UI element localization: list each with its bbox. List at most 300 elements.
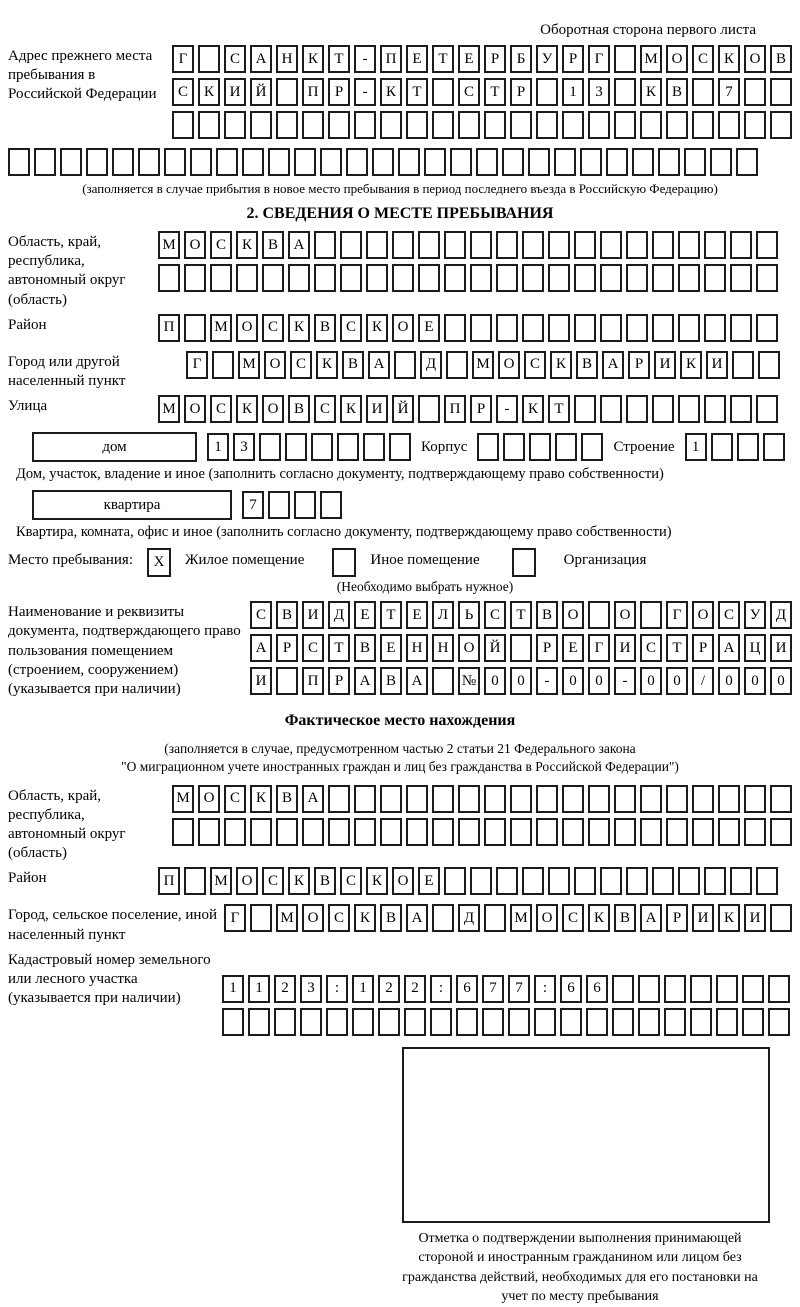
char-box[interactable]: Е <box>406 45 428 73</box>
char-box[interactable] <box>652 231 674 259</box>
char-box[interactable] <box>756 231 778 259</box>
char-box[interactable]: Т <box>328 45 350 73</box>
char-box[interactable] <box>652 264 674 292</box>
char-box[interactable]: М <box>172 785 194 813</box>
char-box[interactable]: Й <box>392 395 414 423</box>
char-box[interactable] <box>288 264 310 292</box>
char-box[interactable] <box>198 818 220 846</box>
char-box[interactable]: К <box>588 904 610 932</box>
char-box[interactable]: С <box>262 314 284 342</box>
char-box[interactable] <box>470 231 492 259</box>
char-box[interactable]: Д <box>770 601 792 629</box>
char-box[interactable]: 2 <box>378 975 400 1003</box>
char-box[interactable]: П <box>158 314 180 342</box>
char-box[interactable] <box>222 1008 244 1036</box>
char-box[interactable] <box>294 491 316 519</box>
char-box[interactable]: О <box>744 45 766 73</box>
char-box[interactable]: Б <box>510 45 532 73</box>
char-box[interactable] <box>352 1008 374 1036</box>
char-box[interactable] <box>363 433 385 461</box>
char-box[interactable]: 1 <box>352 975 374 1003</box>
char-box[interactable] <box>446 351 468 379</box>
char-box[interactable] <box>770 78 792 106</box>
char-box[interactable] <box>184 264 206 292</box>
char-box[interactable] <box>534 1008 556 1036</box>
char-box[interactable]: 1 <box>222 975 244 1003</box>
char-box[interactable] <box>184 867 206 895</box>
char-box[interactable]: В <box>614 904 636 932</box>
char-box[interactable] <box>314 231 336 259</box>
char-box[interactable]: М <box>472 351 494 379</box>
char-box[interactable] <box>612 975 634 1003</box>
char-box[interactable]: Е <box>458 45 480 73</box>
char-box[interactable]: Р <box>510 78 532 106</box>
char-box[interactable] <box>34 148 56 176</box>
char-box[interactable]: В <box>536 601 558 629</box>
char-box[interactable] <box>666 111 688 139</box>
char-box[interactable] <box>268 491 290 519</box>
char-box[interactable]: В <box>314 867 336 895</box>
char-box[interactable] <box>640 111 662 139</box>
char-box[interactable]: С <box>458 78 480 106</box>
char-box[interactable] <box>378 1008 400 1036</box>
char-box[interactable] <box>274 1008 296 1036</box>
char-box[interactable]: П <box>380 45 402 73</box>
char-box[interactable] <box>730 314 752 342</box>
char-box[interactable] <box>742 1008 764 1036</box>
char-box[interactable]: - <box>354 78 376 106</box>
char-box[interactable] <box>756 264 778 292</box>
char-box[interactable]: И <box>744 904 766 932</box>
char-box[interactable] <box>285 433 307 461</box>
char-box[interactable] <box>588 601 610 629</box>
char-box[interactable]: К <box>366 314 388 342</box>
char-box[interactable] <box>626 395 648 423</box>
char-box[interactable] <box>560 1008 582 1036</box>
char-box[interactable]: М <box>210 867 232 895</box>
char-box[interactable]: Р <box>276 634 298 662</box>
inoe-checkbox[interactable] <box>332 548 356 577</box>
char-box[interactable]: Г <box>186 351 208 379</box>
char-box[interactable] <box>190 148 212 176</box>
char-box[interactable] <box>606 148 628 176</box>
char-box[interactable] <box>158 264 180 292</box>
char-box[interactable]: В <box>576 351 598 379</box>
char-box[interactable] <box>432 818 454 846</box>
char-box[interactable]: А <box>250 634 272 662</box>
char-box[interactable]: А <box>640 904 662 932</box>
char-box[interactable] <box>690 975 712 1003</box>
char-box[interactable]: С <box>262 867 284 895</box>
char-box[interactable]: Е <box>354 601 376 629</box>
char-box[interactable]: О <box>392 867 414 895</box>
char-box[interactable] <box>640 785 662 813</box>
char-box[interactable] <box>704 395 726 423</box>
char-box[interactable] <box>658 148 680 176</box>
char-box[interactable]: Д <box>328 601 350 629</box>
char-box[interactable]: С <box>524 351 546 379</box>
char-box[interactable]: С <box>340 867 362 895</box>
char-box[interactable]: М <box>510 904 532 932</box>
char-box[interactable]: 3 <box>300 975 322 1003</box>
char-box[interactable] <box>60 148 82 176</box>
char-box[interactable]: 7 <box>508 975 530 1003</box>
char-box[interactable] <box>198 111 220 139</box>
char-box[interactable]: П <box>158 867 180 895</box>
char-box[interactable]: 0 <box>640 667 662 695</box>
char-box[interactable]: Т <box>484 78 506 106</box>
char-box[interactable] <box>710 148 732 176</box>
char-box[interactable] <box>458 785 480 813</box>
char-box[interactable] <box>640 818 662 846</box>
char-box[interactable]: Р <box>692 634 714 662</box>
char-box[interactable]: Г <box>172 45 194 73</box>
char-box[interactable]: Е <box>418 867 440 895</box>
char-box[interactable] <box>198 45 220 73</box>
char-box[interactable] <box>444 264 466 292</box>
char-box[interactable] <box>458 818 480 846</box>
char-box[interactable] <box>588 111 610 139</box>
char-box[interactable]: 1 <box>562 78 584 106</box>
char-box[interactable] <box>580 148 602 176</box>
char-box[interactable] <box>711 433 733 461</box>
char-box[interactable] <box>600 867 622 895</box>
char-box[interactable]: Й <box>250 78 272 106</box>
char-box[interactable]: С <box>224 785 246 813</box>
char-box[interactable]: 0 <box>510 667 532 695</box>
char-box[interactable]: С <box>340 314 362 342</box>
char-box[interactable] <box>730 264 752 292</box>
char-box[interactable] <box>477 433 499 461</box>
char-box[interactable] <box>692 818 714 846</box>
char-box[interactable] <box>626 314 648 342</box>
char-box[interactable] <box>763 433 785 461</box>
char-box[interactable]: И <box>692 904 714 932</box>
char-box[interactable]: О <box>536 904 558 932</box>
char-box[interactable]: К <box>236 231 258 259</box>
char-box[interactable]: Л <box>432 601 454 629</box>
char-box[interactable]: : <box>326 975 348 1003</box>
char-box[interactable]: В <box>666 78 688 106</box>
char-box[interactable]: И <box>654 351 676 379</box>
char-box[interactable]: В <box>342 351 364 379</box>
char-box[interactable] <box>536 785 558 813</box>
char-box[interactable]: И <box>770 634 792 662</box>
char-box[interactable] <box>314 264 336 292</box>
char-box[interactable] <box>554 148 576 176</box>
char-box[interactable] <box>470 264 492 292</box>
char-box[interactable] <box>418 231 440 259</box>
char-box[interactable]: 1 <box>207 433 229 461</box>
organizatsiya-checkbox[interactable] <box>512 548 536 577</box>
char-box[interactable]: В <box>380 904 402 932</box>
char-box[interactable]: С <box>302 634 324 662</box>
char-box[interactable]: Т <box>328 634 350 662</box>
char-box[interactable] <box>756 867 778 895</box>
char-box[interactable]: О <box>302 904 324 932</box>
char-box[interactable] <box>354 111 376 139</box>
char-box[interactable] <box>510 111 532 139</box>
char-box[interactable]: У <box>744 601 766 629</box>
char-box[interactable] <box>555 433 577 461</box>
char-box[interactable] <box>172 818 194 846</box>
char-box[interactable] <box>484 785 506 813</box>
char-box[interactable]: П <box>444 395 466 423</box>
char-box[interactable]: С <box>250 601 272 629</box>
char-box[interactable]: К <box>680 351 702 379</box>
char-box[interactable]: В <box>276 601 298 629</box>
char-box[interactable] <box>496 314 518 342</box>
char-box[interactable]: К <box>302 45 324 73</box>
char-box[interactable] <box>666 785 688 813</box>
char-box[interactable] <box>678 395 700 423</box>
char-box[interactable]: О <box>262 395 284 423</box>
char-box[interactable]: Т <box>510 601 532 629</box>
char-box[interactable] <box>496 231 518 259</box>
char-box[interactable] <box>574 867 596 895</box>
char-box[interactable] <box>510 785 532 813</box>
char-box[interactable] <box>730 867 752 895</box>
char-box[interactable] <box>678 264 700 292</box>
char-box[interactable]: О <box>666 45 688 73</box>
char-box[interactable]: 0 <box>770 667 792 695</box>
char-box[interactable]: В <box>314 314 336 342</box>
char-box[interactable]: : <box>430 975 452 1003</box>
char-box[interactable] <box>354 785 376 813</box>
char-box[interactable]: О <box>614 601 636 629</box>
char-box[interactable]: - <box>496 395 518 423</box>
char-box[interactable] <box>536 78 558 106</box>
char-box[interactable]: 6 <box>456 975 478 1003</box>
char-box[interactable]: 0 <box>718 667 740 695</box>
char-box[interactable] <box>614 818 636 846</box>
char-box[interactable] <box>432 904 454 932</box>
char-box[interactable]: 0 <box>666 667 688 695</box>
char-box[interactable]: М <box>210 314 232 342</box>
char-box[interactable] <box>632 148 654 176</box>
char-box[interactable]: Е <box>418 314 440 342</box>
char-box[interactable]: 0 <box>484 667 506 695</box>
char-box[interactable] <box>626 231 648 259</box>
char-box[interactable] <box>450 148 472 176</box>
char-box[interactable] <box>484 904 506 932</box>
char-box[interactable]: О <box>184 231 206 259</box>
char-box[interactable] <box>581 433 603 461</box>
char-box[interactable] <box>600 231 622 259</box>
char-box[interactable] <box>259 433 281 461</box>
char-box[interactable] <box>394 351 416 379</box>
char-box[interactable]: С <box>692 45 714 73</box>
char-box[interactable] <box>678 231 700 259</box>
char-box[interactable] <box>692 785 714 813</box>
char-box[interactable] <box>652 395 674 423</box>
char-box[interactable] <box>482 1008 504 1036</box>
char-box[interactable] <box>718 111 740 139</box>
char-box[interactable]: М <box>276 904 298 932</box>
char-box[interactable] <box>328 111 350 139</box>
char-box[interactable]: А <box>354 667 376 695</box>
char-box[interactable]: Т <box>432 45 454 73</box>
char-box[interactable] <box>444 867 466 895</box>
char-box[interactable] <box>444 231 466 259</box>
char-box[interactable] <box>484 111 506 139</box>
char-box[interactable]: К <box>198 78 220 106</box>
char-box[interactable]: О <box>392 314 414 342</box>
char-box[interactable] <box>768 1008 790 1036</box>
char-box[interactable]: Т <box>406 78 428 106</box>
char-box[interactable] <box>112 148 134 176</box>
char-box[interactable] <box>704 867 726 895</box>
char-box[interactable] <box>406 111 428 139</box>
char-box[interactable]: А <box>718 634 740 662</box>
char-box[interactable]: Г <box>588 634 610 662</box>
char-box[interactable] <box>742 975 764 1003</box>
char-box[interactable] <box>522 867 544 895</box>
char-box[interactable] <box>574 395 596 423</box>
char-box[interactable]: А <box>302 785 324 813</box>
char-box[interactable]: И <box>706 351 728 379</box>
char-box[interactable]: О <box>458 634 480 662</box>
char-box[interactable]: Е <box>562 634 584 662</box>
char-box[interactable] <box>418 395 440 423</box>
char-box[interactable]: Н <box>406 634 428 662</box>
char-box[interactable] <box>276 111 298 139</box>
char-box[interactable]: Г <box>666 601 688 629</box>
char-box[interactable]: К <box>550 351 572 379</box>
char-box[interactable]: А <box>602 351 624 379</box>
char-box[interactable] <box>366 264 388 292</box>
char-box[interactable] <box>346 148 368 176</box>
char-box[interactable]: О <box>692 601 714 629</box>
char-box[interactable] <box>508 1008 530 1036</box>
char-box[interactable] <box>732 351 754 379</box>
char-box[interactable]: С <box>210 231 232 259</box>
char-box[interactable] <box>354 818 376 846</box>
char-box[interactable] <box>638 1008 660 1036</box>
char-box[interactable] <box>320 148 342 176</box>
char-box[interactable] <box>496 867 518 895</box>
char-box[interactable]: А <box>368 351 390 379</box>
char-box[interactable] <box>588 818 610 846</box>
char-box[interactable] <box>704 264 726 292</box>
char-box[interactable] <box>614 78 636 106</box>
char-box[interactable]: П <box>302 78 324 106</box>
char-box[interactable]: 6 <box>560 975 582 1003</box>
char-box[interactable] <box>529 433 551 461</box>
char-box[interactable] <box>389 433 411 461</box>
char-box[interactable] <box>614 111 636 139</box>
char-box[interactable]: 7 <box>482 975 504 1003</box>
char-box[interactable]: К <box>366 867 388 895</box>
char-box[interactable]: 0 <box>744 667 766 695</box>
char-box[interactable]: К <box>640 78 662 106</box>
char-box[interactable] <box>718 818 740 846</box>
char-box[interactable] <box>522 231 544 259</box>
char-box[interactable] <box>300 1008 322 1036</box>
char-box[interactable] <box>250 904 272 932</box>
char-box[interactable]: И <box>250 667 272 695</box>
char-box[interactable] <box>224 818 246 846</box>
char-box[interactable] <box>432 78 454 106</box>
char-box[interactable] <box>502 148 524 176</box>
char-box[interactable]: О <box>184 395 206 423</box>
char-box[interactable] <box>404 1008 426 1036</box>
char-box[interactable] <box>690 1008 712 1036</box>
char-box[interactable]: К <box>718 904 740 932</box>
char-box[interactable]: Д <box>420 351 442 379</box>
char-box[interactable] <box>692 78 714 106</box>
char-box[interactable]: П <box>302 667 324 695</box>
char-box[interactable]: В <box>262 231 284 259</box>
char-box[interactable] <box>638 975 660 1003</box>
char-box[interactable] <box>600 395 622 423</box>
char-box[interactable]: М <box>158 395 180 423</box>
char-box[interactable] <box>328 785 350 813</box>
char-box[interactable]: К <box>316 351 338 379</box>
char-box[interactable]: С <box>224 45 246 73</box>
char-box[interactable] <box>664 975 686 1003</box>
char-box[interactable]: № <box>458 667 480 695</box>
char-box[interactable] <box>320 491 342 519</box>
char-box[interactable]: - <box>614 667 636 695</box>
char-box[interactable]: Е <box>406 601 428 629</box>
char-box[interactable]: И <box>224 78 246 106</box>
char-box[interactable] <box>586 1008 608 1036</box>
char-box[interactable]: В <box>354 634 376 662</box>
char-box[interactable] <box>652 867 674 895</box>
char-box[interactable] <box>716 975 738 1003</box>
char-box[interactable]: Д <box>458 904 480 932</box>
char-box[interactable]: С <box>314 395 336 423</box>
char-box[interactable] <box>470 314 492 342</box>
char-box[interactable] <box>418 264 440 292</box>
char-box[interactable]: А <box>288 231 310 259</box>
char-box[interactable] <box>164 148 186 176</box>
char-box[interactable]: Т <box>548 395 570 423</box>
char-box[interactable] <box>242 148 264 176</box>
char-box[interactable]: В <box>288 395 310 423</box>
char-box[interactable]: С <box>290 351 312 379</box>
char-box[interactable] <box>678 867 700 895</box>
char-box[interactable]: А <box>250 45 272 73</box>
char-box[interactable] <box>366 231 388 259</box>
char-box[interactable] <box>652 314 674 342</box>
char-box[interactable]: С <box>328 904 350 932</box>
char-box[interactable] <box>311 433 333 461</box>
char-box[interactable] <box>548 231 570 259</box>
char-box[interactable]: А <box>406 667 428 695</box>
char-box[interactable]: 3 <box>233 433 255 461</box>
char-box[interactable] <box>250 818 272 846</box>
char-box[interactable] <box>380 818 402 846</box>
char-box[interactable] <box>664 1008 686 1036</box>
char-box[interactable]: Н <box>276 45 298 73</box>
char-box[interactable] <box>756 314 778 342</box>
char-box[interactable] <box>548 867 570 895</box>
char-box[interactable]: - <box>354 45 376 73</box>
char-box[interactable]: Г <box>224 904 246 932</box>
char-box[interactable] <box>770 904 792 932</box>
char-box[interactable] <box>718 785 740 813</box>
char-box[interactable]: О <box>236 314 258 342</box>
char-box[interactable] <box>212 351 234 379</box>
char-box[interactable] <box>588 785 610 813</box>
char-box[interactable] <box>562 111 584 139</box>
char-box[interactable] <box>612 1008 634 1036</box>
char-box[interactable]: 6 <box>586 975 608 1003</box>
char-box[interactable] <box>276 78 298 106</box>
char-box[interactable]: К <box>354 904 376 932</box>
